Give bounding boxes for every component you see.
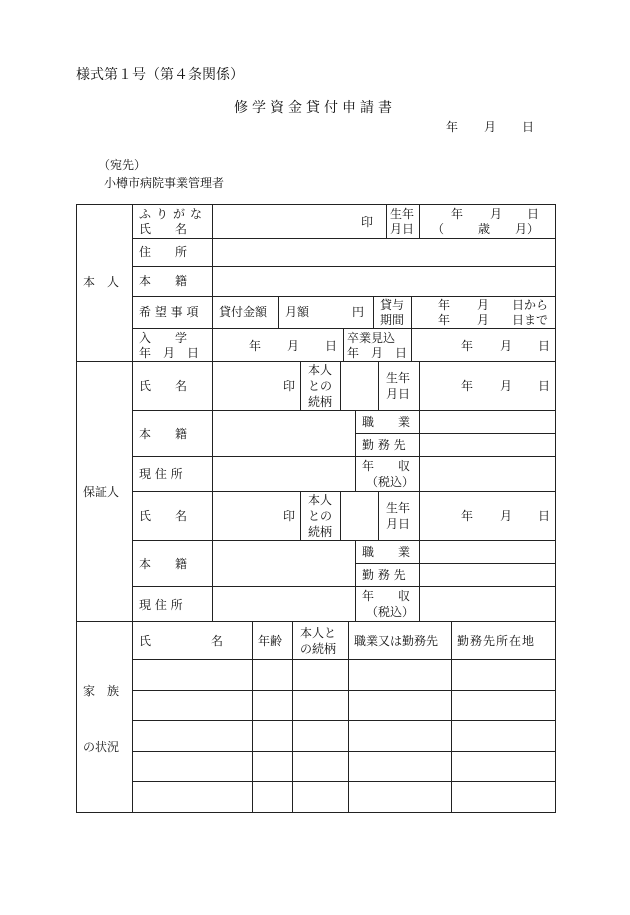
grad-label-1: 卒業見込 — [347, 331, 396, 345]
family-section-label-1: 家 族 — [83, 684, 120, 698]
applicant-address-label: 住 所 — [139, 245, 188, 259]
loan-period-label-2: 期間 — [380, 313, 405, 327]
guarantor1-relation-3: 続柄 — [308, 395, 333, 409]
grad-day: 日 — [538, 339, 551, 353]
guarantor-section-label: 保証人 — [83, 485, 120, 499]
age-month-label: 月） — [515, 222, 540, 236]
enroll-label-1: 入 学 — [139, 331, 188, 345]
guarantor2-income-label-1: 年 収 — [362, 589, 411, 603]
grad-month: 月 — [500, 339, 513, 353]
to-year: 年 — [438, 313, 451, 327]
guarantor1-address-label: 現 住 所 — [139, 467, 183, 481]
guarantor1-workplace-label: 勤 務 先 — [362, 438, 406, 452]
guarantor2-birth-month: 月 — [500, 509, 513, 523]
family-col-relation-1: 本人と — [300, 626, 337, 640]
from-day: 日から — [512, 298, 549, 312]
guarantor1-relation-1: 本人 — [308, 363, 333, 377]
guarantor2-birth-1: 生年 — [386, 501, 411, 515]
applicant-section-label: 本 人 — [83, 275, 120, 289]
guarantor1-occupation-label: 職 業 — [362, 415, 411, 429]
applicant-birth-label-1: 生年 — [390, 207, 415, 221]
grad-year: 年 — [461, 339, 474, 353]
guarantor1-income-label-1: 年 収 — [362, 459, 411, 473]
age-open-paren: （ — [432, 222, 445, 236]
wish-label: 希 望 事 項 — [139, 305, 199, 319]
guarantor2-occupation-label: 職 業 — [362, 545, 411, 559]
applicant-birth-day: 日 — [527, 207, 540, 221]
from-month: 月 — [477, 298, 490, 312]
guarantor1-domicile-label: 本 籍 — [139, 427, 188, 441]
guarantor2-income-label-2: （税込） — [366, 605, 415, 619]
furigana-label: ふりがな — [139, 207, 208, 221]
applicant-seal-mark: 印 — [361, 215, 374, 229]
grad-label-2: 年 月 日 — [347, 346, 408, 360]
to-month: 月 — [477, 313, 490, 327]
family-col-occupation: 職業又は勤務先 — [354, 634, 439, 648]
family-col-location: 勤務先所在地 — [457, 634, 536, 648]
enroll-year: 年 — [249, 339, 262, 353]
guarantor2-relation-2: との — [308, 509, 333, 523]
applicant-domicile-label: 本 籍 — [139, 274, 188, 288]
yen-label: 円 — [352, 305, 365, 319]
guarantor1-name-label: 氏 名 — [139, 379, 188, 393]
applicant-birth-year: 年 — [451, 207, 464, 221]
enroll-label-2: 年 月 日 — [139, 346, 200, 360]
application-date: 年 月 日 — [446, 120, 535, 134]
enroll-month: 月 — [287, 339, 300, 353]
guarantor1-birth-year: 年 — [461, 379, 474, 393]
guarantor2-address-label: 現 住 所 — [139, 598, 183, 612]
from-year: 年 — [438, 298, 451, 312]
guarantor1-birth-2: 月日 — [386, 387, 411, 401]
guarantor1-relation-2: との — [308, 379, 333, 393]
guarantor2-birth-year: 年 — [461, 509, 474, 523]
guarantor1-seal-mark: 印 — [283, 379, 296, 393]
guarantor1-birth-month: 月 — [500, 379, 513, 393]
guarantor2-seal-mark: 印 — [283, 509, 296, 523]
guarantor2-workplace-label: 勤 務 先 — [362, 568, 406, 582]
family-section-label-2: の状況 — [83, 740, 120, 754]
guarantor2-birth-2: 月日 — [386, 517, 411, 531]
loan-amount-label: 貸付金額 — [219, 305, 268, 319]
applicant-name-label: 氏 名 — [139, 222, 188, 236]
form-title: 修学資金貸付申請書 — [234, 100, 396, 116]
guarantor2-domicile-label: 本 籍 — [139, 557, 188, 571]
applicant-birth-month: 月 — [490, 207, 503, 221]
guarantor1-birth-day: 日 — [538, 379, 551, 393]
family-col-name: 氏 名 — [139, 634, 224, 648]
guarantor2-name-label: 氏 名 — [139, 509, 188, 523]
enroll-day: 日 — [325, 339, 338, 353]
guarantor1-birth-1: 生年 — [386, 371, 411, 385]
to-day: 日まで — [512, 313, 549, 327]
addressee-name: 小樽市病院事業管理者 — [104, 176, 225, 190]
guarantor2-relation-1: 本人 — [308, 493, 333, 507]
guarantor2-birth-day: 日 — [538, 509, 551, 523]
monthly-label: 月額 — [285, 305, 310, 319]
form-number: 様式第１号（第４条関係） — [76, 67, 244, 83]
guarantor1-income-label-2: （税込） — [366, 475, 415, 489]
age-label: 歳 — [478, 222, 491, 236]
loan-period-label-1: 貸与 — [380, 298, 405, 312]
family-col-relation-2: の続柄 — [300, 642, 337, 656]
addressee-label: （宛先） — [98, 158, 147, 172]
family-col-age: 年齢 — [258, 634, 283, 648]
guarantor2-relation-3: 続柄 — [308, 525, 333, 539]
applicant-birth-label-2: 月日 — [390, 222, 415, 236]
